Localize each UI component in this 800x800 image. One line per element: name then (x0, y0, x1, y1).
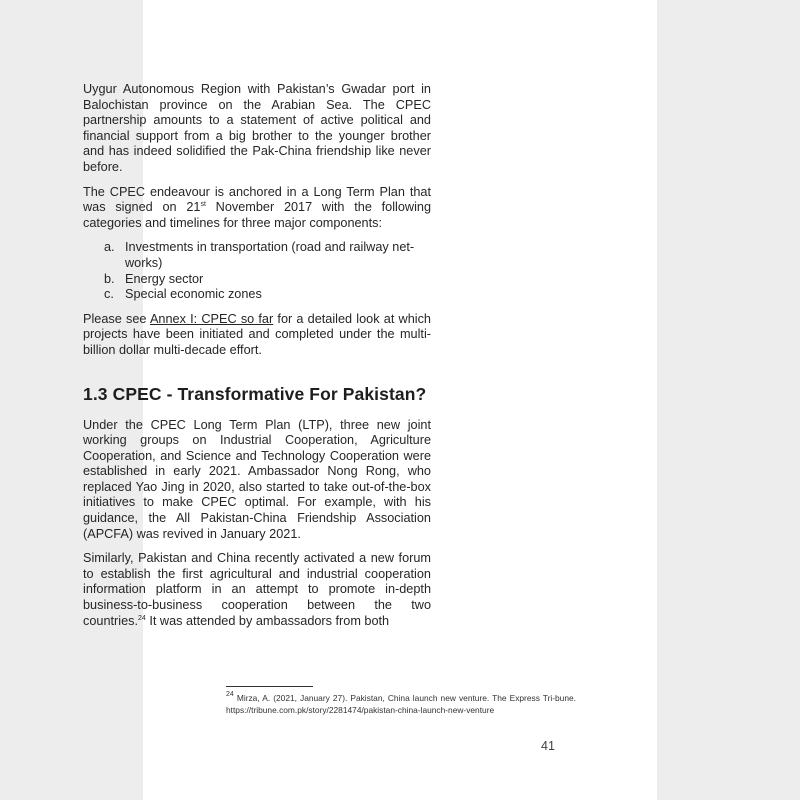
annex-link[interactable]: Annex I: CPEC so far (149, 311, 274, 326)
list-marker: b. (104, 271, 115, 286)
list-marker: c. (104, 287, 114, 302)
list-item (104, 287, 431, 303)
components-list (83, 240, 431, 302)
section-heading: 1.3 CPEC - Transformative For Pakistan? (83, 383, 427, 404)
ordinal-suffix: st (200, 201, 206, 209)
list-item-text: Investments in transportation (road and railway net-works) (125, 240, 415, 270)
paragraph-4: Under the CPEC Long Term Plan (LTP), three new joint working groups on Industrial Cooperation, Agriculture Cooperation, and Science and Technology Cooperation were established in early 2021. Ambassador Nong Rong, who replaced Yao Jing in 2020, also started to take out-of-the-box initiatives to make CPEC optimal. For example, with his guidance, the All Pakistan-China Friendship Association (APCFA) was revived in January 2021. (83, 417, 431, 541)
paragraph-2-text-a: The CPEC endeavour is anchored in a Long Term Plan that was signed on 21 (83, 184, 431, 215)
page-body (83, 82, 431, 638)
paragraph-5-text-b: It was attended by ambassadors from both (145, 613, 390, 628)
list-item (104, 240, 431, 271)
paragraph-5 (83, 551, 431, 629)
paragraph-5-text-a: Similarly, Pakistan and China recently activated a new forum to establish the first agricultural and industrial cooperation information platform in an attempt to promote in-depth business-to-business cooperation between the two countries. (83, 551, 431, 628)
footnote-reference[interactable]: 24 (138, 614, 146, 622)
paragraph-1: Uygur Autonomous Region with Pakistan’s Gwadar port in Balochistan province on the Arabian Sea. The CPEC partnership amounts to a statement of active political and financial support from a big brother to the younger brother and has indeed solidified the Pak-China friendship like never before. (83, 82, 431, 174)
footnote-number: 24 (226, 691, 234, 698)
page-number: 41 (541, 739, 555, 753)
list-marker: a. (104, 240, 115, 255)
paragraph-2 (83, 185, 431, 232)
list-item-text: Energy sector (125, 271, 204, 286)
list-item (104, 272, 431, 288)
footnote (226, 693, 576, 716)
footnote-divider (226, 686, 313, 687)
paragraph-3-text-a: Please see (83, 311, 150, 326)
footnote-text: Mirza, A. (2021, January 27). Pakistan, China launch new venture. The Express Tri-bune. https://tribune.com.pk/story/2281474/pakistan-china-launch-new-venture (226, 693, 576, 715)
list-item-text: Special economic zones (125, 287, 262, 302)
paragraph-3-text-b: for a detailed look at which projects have been initiated and completed under the multi-billion dollar multi-decade effort. (83, 311, 431, 357)
paragraph-3 (83, 312, 431, 359)
paragraph-2-text-b: November 2017 with the following categories and timelines for three major components: (83, 200, 432, 230)
